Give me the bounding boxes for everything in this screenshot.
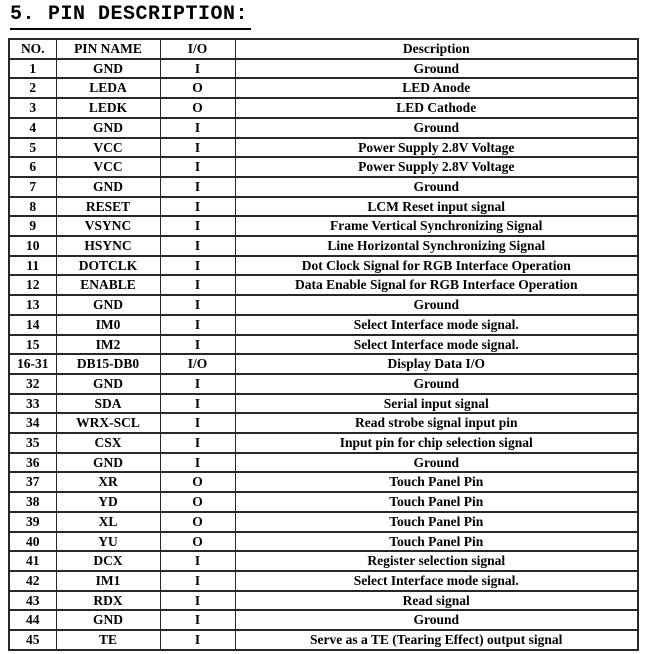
description-cell: Serial input signal <box>235 394 638 414</box>
description-cell: LED Anode <box>235 78 638 98</box>
description-cell: Ground <box>235 453 638 473</box>
io-cell: I <box>160 335 235 355</box>
pin-no-cell: 2 <box>9 78 56 98</box>
io-cell: I <box>160 275 235 295</box>
pin-no-cell: 7 <box>9 177 56 197</box>
description-cell: Read signal <box>235 591 638 611</box>
pin-name-cell: WRX-SCL <box>56 413 160 433</box>
io-cell: O <box>160 512 235 532</box>
io-cell: I/O <box>160 354 235 374</box>
io-cell: O <box>160 98 235 118</box>
pin-no-cell: 1 <box>9 59 56 79</box>
pin-no-cell: 42 <box>9 571 56 591</box>
description-cell: Input pin for chip selection signal <box>235 433 638 453</box>
description-cell: Touch Panel Pin <box>235 512 638 532</box>
table-row <box>9 216 638 236</box>
pin-no-cell: 15 <box>9 335 56 355</box>
table-row <box>9 571 638 591</box>
col-header-io: I/O <box>160 39 235 59</box>
table-row <box>9 59 638 79</box>
col-header-pin-name: PIN NAME <box>56 39 160 59</box>
description-cell: Select Interface mode signal. <box>235 335 638 355</box>
io-cell: I <box>160 453 235 473</box>
pin-no-cell: 32 <box>9 374 56 394</box>
table-row <box>9 118 638 138</box>
io-cell: I <box>160 571 235 591</box>
pin-name-cell: GND <box>56 374 160 394</box>
table-row <box>9 295 638 315</box>
table-row <box>9 532 638 552</box>
table-row <box>9 394 638 414</box>
table-row <box>9 335 638 355</box>
description-cell: Dot Clock Signal for RGB Interface Operation <box>235 256 638 276</box>
io-cell: I <box>160 59 235 79</box>
pin-name-cell: LEDK <box>56 98 160 118</box>
pin-no-cell: 33 <box>9 394 56 414</box>
description-cell: Touch Panel Pin <box>235 472 638 492</box>
description-cell: Line Horizontal Synchronizing Signal <box>235 236 638 256</box>
pin-name-cell: GND <box>56 453 160 473</box>
pin-no-cell: 8 <box>9 197 56 217</box>
pin-name-cell: DB15-DB0 <box>56 354 160 374</box>
pin-name-cell: HSYNC <box>56 236 160 256</box>
pin-no-cell: 13 <box>9 295 56 315</box>
io-cell: O <box>160 78 235 98</box>
io-cell: I <box>160 295 235 315</box>
pin-name-cell: GND <box>56 295 160 315</box>
pin-name-cell: GND <box>56 59 160 79</box>
pin-no-cell: 16-31 <box>9 354 56 374</box>
pin-name-cell: VCC <box>56 157 160 177</box>
pin-name-cell: IM1 <box>56 571 160 591</box>
description-cell: Display Data I/O <box>235 354 638 374</box>
io-cell: I <box>160 197 235 217</box>
pin-name-cell: GND <box>56 610 160 630</box>
table-row <box>9 354 638 374</box>
io-cell: I <box>160 551 235 571</box>
io-cell: I <box>160 374 235 394</box>
pin-no-cell: 43 <box>9 591 56 611</box>
pin-name-cell: GND <box>56 118 160 138</box>
description-cell: Touch Panel Pin <box>235 532 638 552</box>
table-row <box>9 512 638 532</box>
description-cell: Ground <box>235 59 638 79</box>
io-cell: I <box>160 315 235 335</box>
io-cell: I <box>160 177 235 197</box>
io-cell: I <box>160 413 235 433</box>
table-row <box>9 413 638 433</box>
pin-name-cell: YU <box>56 532 160 552</box>
io-cell: I <box>160 138 235 158</box>
table-row <box>9 256 638 276</box>
table-row <box>9 138 638 158</box>
col-header-description: Description <box>235 39 638 59</box>
pin-no-cell: 45 <box>9 630 56 650</box>
io-cell: I <box>160 394 235 414</box>
pin-no-cell: 9 <box>9 216 56 236</box>
pin-no-cell: 14 <box>9 315 56 335</box>
description-cell: Read strobe signal input pin <box>235 413 638 433</box>
pin-name-cell: LEDA <box>56 78 160 98</box>
pin-name-cell: IM0 <box>56 315 160 335</box>
pin-name-cell: VCC <box>56 138 160 158</box>
pin-name-cell: RDX <box>56 591 160 611</box>
io-cell: I <box>160 118 235 138</box>
pin-description-table <box>8 38 639 651</box>
pin-no-cell: 39 <box>9 512 56 532</box>
pin-no-cell: 5 <box>9 138 56 158</box>
pin-name-cell: XL <box>56 512 160 532</box>
pin-name-cell: CSX <box>56 433 160 453</box>
io-cell: O <box>160 472 235 492</box>
description-cell: Ground <box>235 610 638 630</box>
pin-name-cell: ENABLE <box>56 275 160 295</box>
pin-no-cell: 36 <box>9 453 56 473</box>
io-cell: I <box>160 610 235 630</box>
io-cell: I <box>160 630 235 650</box>
pin-name-cell: VSYNC <box>56 216 160 236</box>
pin-name-cell: XR <box>56 472 160 492</box>
io-cell: I <box>160 433 235 453</box>
table-row <box>9 433 638 453</box>
pin-no-cell: 4 <box>9 118 56 138</box>
pin-no-cell: 12 <box>9 275 56 295</box>
section-number: 5. <box>10 3 36 26</box>
pin-no-cell: 34 <box>9 413 56 433</box>
pin-name-cell: GND <box>56 177 160 197</box>
io-cell: O <box>160 532 235 552</box>
pin-no-cell: 44 <box>9 610 56 630</box>
pin-no-cell: 3 <box>9 98 56 118</box>
pin-no-cell: 35 <box>9 433 56 453</box>
description-cell: Register selection signal <box>235 551 638 571</box>
io-cell: I <box>160 216 235 236</box>
pin-name-cell: YD <box>56 492 160 512</box>
table-row <box>9 157 638 177</box>
pin-name-cell: DCX <box>56 551 160 571</box>
table-row <box>9 275 638 295</box>
io-cell: I <box>160 157 235 177</box>
pin-no-cell: 41 <box>9 551 56 571</box>
description-cell: Data Enable Signal for RGB Interface Operation <box>235 275 638 295</box>
description-cell: Select Interface mode signal. <box>235 315 638 335</box>
description-cell: Power Supply 2.8V Voltage <box>235 138 638 158</box>
description-cell: Ground <box>235 295 638 315</box>
pin-name-cell: TE <box>56 630 160 650</box>
pin-no-cell: 37 <box>9 472 56 492</box>
table-header-row <box>9 39 638 59</box>
pin-name-cell: IM2 <box>56 335 160 355</box>
description-cell: Serve as a TE (Tearing Effect) output signal <box>235 630 638 650</box>
table-row <box>9 315 638 335</box>
col-header-no: NO. <box>9 39 56 59</box>
description-cell: Ground <box>235 118 638 138</box>
description-cell: Frame Vertical Synchronizing Signal <box>235 216 638 236</box>
table-row <box>9 551 638 571</box>
table-row <box>9 374 638 394</box>
io-cell: O <box>160 492 235 512</box>
table-row <box>9 453 638 473</box>
description-cell: LED Cathode <box>235 98 638 118</box>
pin-no-cell: 38 <box>9 492 56 512</box>
pin-name-cell: DOTCLK <box>56 256 160 276</box>
pin-name-cell: RESET <box>56 197 160 217</box>
pin-no-cell: 40 <box>9 532 56 552</box>
description-cell: Power Supply 2.8V Voltage <box>235 157 638 177</box>
table-row <box>9 610 638 630</box>
description-cell: Ground <box>235 177 638 197</box>
table-row <box>9 630 638 650</box>
table-row <box>9 492 638 512</box>
io-cell: I <box>160 591 235 611</box>
table-row <box>9 98 638 118</box>
table-row <box>9 78 638 98</box>
pin-no-cell: 11 <box>9 256 56 276</box>
table-row <box>9 591 638 611</box>
io-cell: I <box>160 256 235 276</box>
description-cell: Ground <box>235 374 638 394</box>
table-row <box>9 197 638 217</box>
section-title-text: PIN DESCRIPTION: <box>48 3 249 26</box>
description-cell: Select Interface mode signal. <box>235 571 638 591</box>
table-row <box>9 177 638 197</box>
table-row <box>9 236 638 256</box>
table-row <box>9 472 638 492</box>
pin-no-cell: 10 <box>9 236 56 256</box>
description-cell: LCM Reset input signal <box>235 197 638 217</box>
pin-name-cell: SDA <box>56 394 160 414</box>
section-title <box>10 3 251 30</box>
description-cell: Touch Panel Pin <box>235 492 638 512</box>
pin-no-cell: 6 <box>9 157 56 177</box>
io-cell: I <box>160 236 235 256</box>
